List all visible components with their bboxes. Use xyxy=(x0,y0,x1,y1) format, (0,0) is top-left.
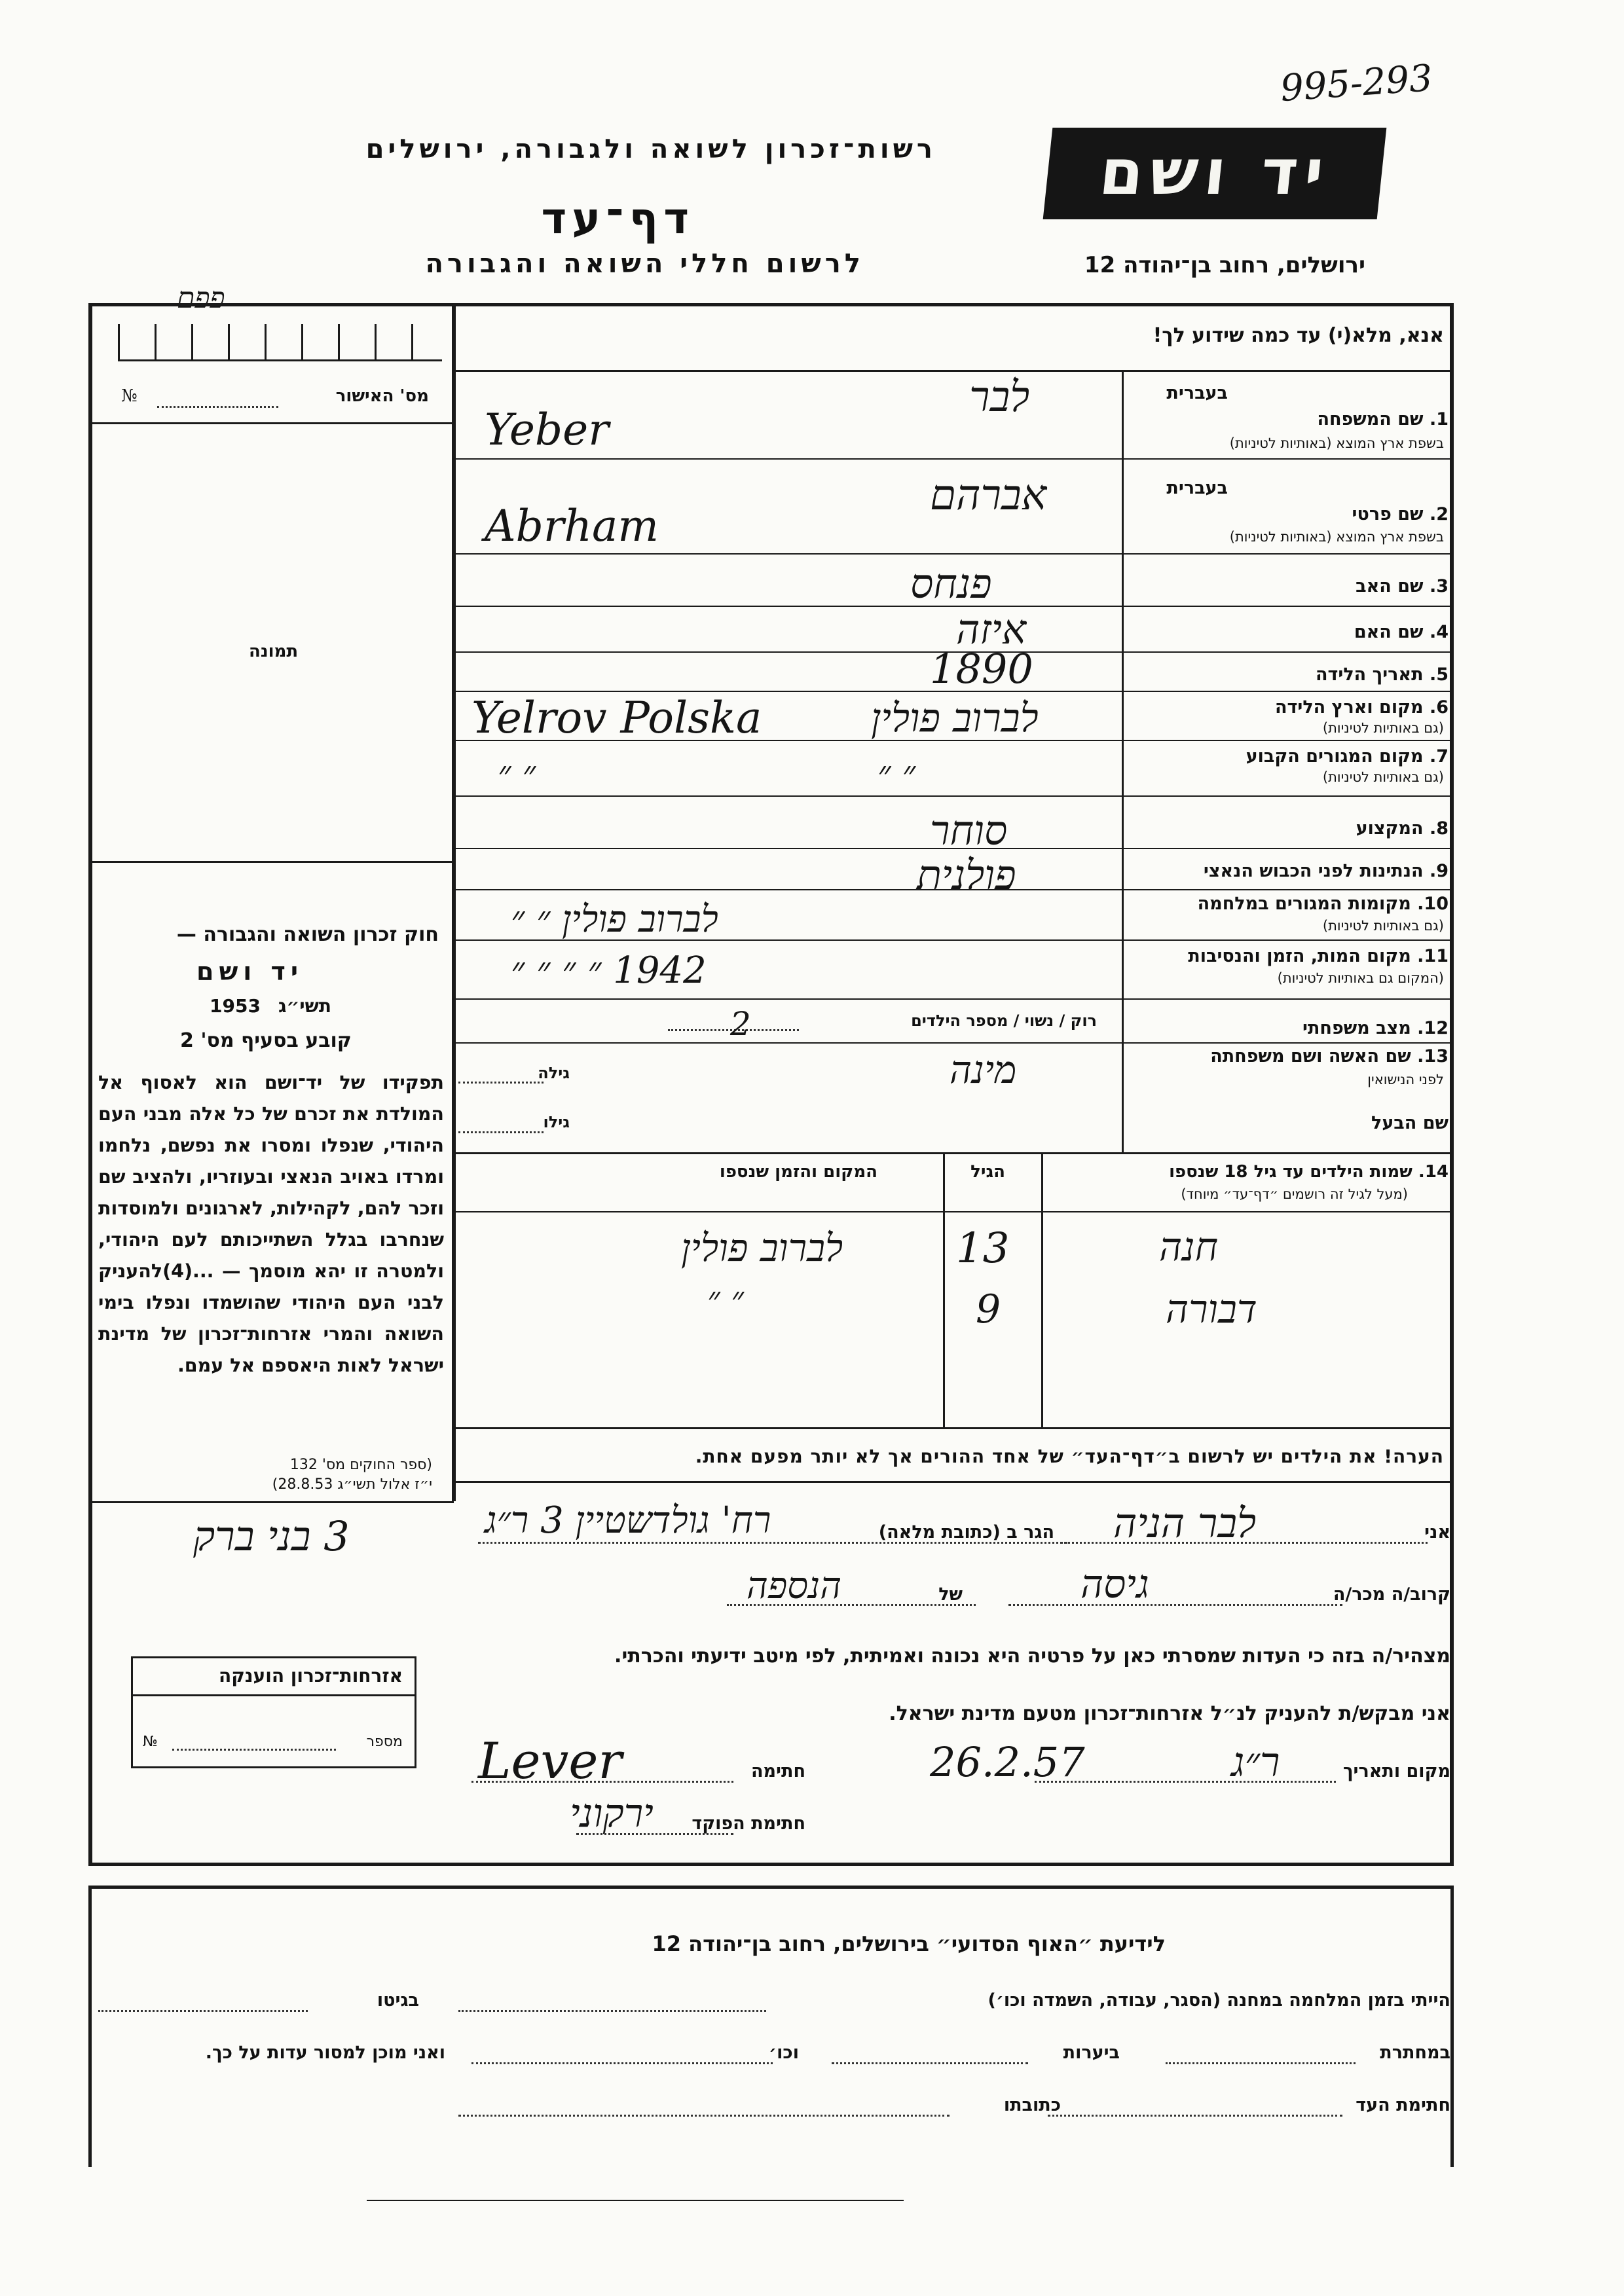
children-col-age: הגיל xyxy=(970,1162,1005,1182)
husband-age-label: גילו xyxy=(543,1113,570,1131)
note-text: הערה! את הילדים יש לרשום ב״דף־העד״ של אחד ההורים אך לא יותר מפעם אחת. xyxy=(695,1446,1444,1467)
field-12-status-options: רוק / נשוי / מספר הילדים xyxy=(911,1011,1097,1030)
mother-name: איזה xyxy=(956,606,1027,653)
place-date-label: מקום ותאריך xyxy=(1342,1761,1450,1781)
field-13-label: 13. שם האשה ושם משפחתה xyxy=(1210,1046,1449,1066)
field-5-label: 5. תאריך הלידה xyxy=(1315,665,1449,685)
footer-line2-c: וכו׳ xyxy=(769,2043,799,2063)
declarant-address: רח' גולדשטיין 3 ר״ג xyxy=(485,1499,771,1542)
field-6-sub: (גם באותיות לטיניות) xyxy=(1322,720,1444,736)
footer-line2-a: במחתרת xyxy=(1380,2043,1450,2063)
residence-hebrew: ״ ״ xyxy=(877,753,916,794)
officer-label: חתימת הפוקד xyxy=(692,1813,805,1834)
law-year: 1953 xyxy=(210,995,261,1017)
field-2-tag: בעברית xyxy=(1166,478,1228,498)
father-name: פנחס xyxy=(910,560,992,608)
first-name-hebrew: אברהם xyxy=(930,471,1047,520)
law-name: יד ושם xyxy=(196,957,304,986)
surname-hebrew: לבר xyxy=(969,373,1030,422)
field-7-sub: (גם באותיות לטיניות) xyxy=(1322,769,1444,785)
law-year-heb: תשי״ג xyxy=(278,995,331,1017)
surname-latin: Yeber xyxy=(485,405,609,455)
citizenship-box-title: אזרחות־זכרון הוענקה xyxy=(219,1665,403,1686)
cert-number-suffix: № xyxy=(121,386,138,406)
field-11-sub: (המקום גם באותיות לטיניות) xyxy=(1277,970,1444,986)
declarant-address-cont: 3 בני ברק xyxy=(193,1512,350,1560)
wife-age-label: גילה xyxy=(538,1064,570,1082)
field-10-sub: (גם באותיות לטיניות) xyxy=(1322,918,1444,934)
signature-label: חתימה xyxy=(750,1761,805,1781)
children-title: 14. שמות הילדים עד גיל 18 שנספו xyxy=(1169,1162,1449,1182)
residence-latin: ״ ״ xyxy=(498,753,536,794)
footer-line3-a: חתימת העד xyxy=(1356,2095,1450,2115)
birth-place-hebrew: לברוב פולין xyxy=(871,695,1039,741)
husband-label: שם הבעל xyxy=(1371,1113,1449,1133)
children-col-place: המקום והזמן שנספו xyxy=(719,1162,877,1182)
footer-line3-b: כתובתו xyxy=(1003,2095,1061,2115)
child-1-place: לברוב פולין xyxy=(681,1226,843,1270)
field-7-label: 7. מקום המגורים הקבוע xyxy=(1246,746,1449,767)
citizenship-box-no-label: מספר xyxy=(366,1734,403,1750)
wartime-residence: לברוב פולין ״ ״ xyxy=(511,898,718,941)
photo-strip xyxy=(118,324,445,361)
wife-name: מינה xyxy=(950,1048,1017,1092)
relative-label: קרוב/ה מכר/ה xyxy=(1333,1584,1450,1605)
child-1-name: חנה xyxy=(1159,1224,1219,1270)
declaration-text: מצהיר/ה בזה כי העדות שמסרתי כאן על פרטיה היא נכונה ואמיתית, לפי מיטב ידיעתי והכרתי. xyxy=(614,1645,1450,1667)
field-1-sub: בשפת ארץ המוצא (באותיות לטיניות) xyxy=(1229,435,1444,451)
field-2-sub: בשפת ארץ המוצא (באותיות לטיניות) xyxy=(1229,529,1444,545)
field-12-label: 12. מצב משפחתי xyxy=(1302,1018,1449,1038)
declarant-name: לבר הניה xyxy=(1113,1499,1257,1547)
law-clause: קובע בסעיף מס' 2 xyxy=(180,1029,352,1052)
form-title: דף־עד xyxy=(541,193,694,244)
child-1-age: 13 xyxy=(956,1224,1010,1273)
children-count: 2 xyxy=(730,1005,751,1043)
footer-line1-b: בגיטו xyxy=(377,1990,419,2011)
footer-line1-a: הייתי בזמן המלחמה במחנה (הסגר, עבודה, השמדה וכו׳) xyxy=(987,1990,1450,2011)
occupation: סוחר xyxy=(930,807,1008,854)
footer-title: לידיעת ״האוף הסדועי״ בירושלים, רחוב בן־יהודה 12 xyxy=(652,1931,1166,1956)
field-10-label: 10. מקומות המגורים במלחמה xyxy=(1197,894,1449,914)
footer-line2-b: ביערות xyxy=(1063,2043,1120,2063)
birth-date: 1890 xyxy=(930,645,1033,693)
signature-value: Lever xyxy=(478,1732,622,1790)
request-text: אני מבקש/ת להעניק לנ״ל אזרחות־זכרון מטעם מדינת ישראל. xyxy=(889,1702,1450,1725)
field-13-sub: לפני הנישואין xyxy=(1367,1072,1444,1087)
place-value: ר״ג xyxy=(1231,1738,1280,1786)
first-name-latin: Abrham xyxy=(485,501,659,551)
citizenship: פולנית xyxy=(917,851,1016,899)
date-value: 26.2.57 xyxy=(930,1738,1085,1786)
law-source: (ספר החוקים מס' 132 xyxy=(289,1457,432,1473)
org-title: רשות־זכרון לשואה ולגבורה, ירושלים xyxy=(365,134,936,164)
top-mark: פפם xyxy=(177,282,225,315)
form-subtitle: לרשום חללי השואה והגבורה xyxy=(425,249,864,279)
footer-box xyxy=(88,1886,1454,2167)
death-place-time: 1942 ״ ״ ״ ״ xyxy=(511,949,707,992)
officer-value: ירקוני xyxy=(570,1791,654,1836)
law-text: תפקידו של יד־ושם הוא לאסוף אל המולדת את זכרם של כל אלה מבני העם היהודי, שנפלו ומסרו את נפשם, נלחמו ומרדו באויב הנאצי ובעוזריו, ולהציב שם וזכר להם, לקהילות, לארגונים ולמוסדות שנחרבו בגלל השתייכותם לעם היהודי, ולמטרה זו יהא מוסמך — ...(4)להעניק לבני העם היהודי שהושמדו ונפלו בימי השואה והמרי אזרחות־זכרון של מדינת ישראל לאות היאספם אל עמם. xyxy=(98,1072,444,1376)
footer-line2-d: ואני מוכן למסור עדות על כך. xyxy=(205,2043,445,2063)
photo-label: תמונה xyxy=(249,642,299,661)
law-source-date: י״ז אלול תשי״ג 28.8.53) xyxy=(272,1476,432,1493)
declarant-i-label: אני xyxy=(1424,1522,1450,1542)
resides-label: הגר ב (כתובת מלאה) xyxy=(878,1522,1054,1542)
field-9-label: 9. הנתינות לפני הכבוש הנאצי xyxy=(1203,861,1449,881)
logo-text: יד ושם xyxy=(1096,136,1334,209)
field-1-tag: בעברית xyxy=(1166,383,1228,403)
field-6-label: 6. מקום וארץ הלידה xyxy=(1274,697,1449,718)
field-11-label: 11. מקום המות, הזמן והנסיבות xyxy=(1188,946,1449,966)
archive-number: 995-293 xyxy=(1279,56,1434,111)
child-2-name: דבורה xyxy=(1166,1286,1257,1332)
relative-value: גיסה xyxy=(1080,1561,1149,1607)
birth-place-latin: Yelrov Polska xyxy=(471,693,762,743)
of-label: של xyxy=(938,1584,963,1605)
children-subtitle: (מעל לגיל זה רושמים ״דף־עד״ מיוחד) xyxy=(1181,1186,1408,1202)
child-2-place: ״ ״ xyxy=(707,1280,745,1319)
citizenship-box xyxy=(131,1656,416,1768)
field-2-label: 2. שם פרטי xyxy=(1352,504,1449,524)
field-4-label: 4. שם האם xyxy=(1354,622,1449,642)
yad-vashem-logo xyxy=(1043,128,1387,219)
child-2-age: 9 xyxy=(976,1286,1001,1332)
law-title: חוק זכרון השואה והגבורה — xyxy=(176,923,439,946)
citizenship-box-no-suffix: № xyxy=(143,1734,158,1750)
address: ירושלים, רחוב בן־יהודה 12 xyxy=(1084,252,1365,278)
cert-number-label: מס' האישור xyxy=(335,386,429,406)
field-1-label: 1. שם המשפחה xyxy=(1317,409,1449,429)
field-3-label: 3. שם האב xyxy=(1356,576,1449,596)
field-8-label: 8. המקצוע xyxy=(1356,818,1449,839)
instruction-text: אנא, מלא(י) עד כמה שידוע לך! xyxy=(1153,324,1444,347)
of-value: הנספה xyxy=(747,1565,842,1607)
